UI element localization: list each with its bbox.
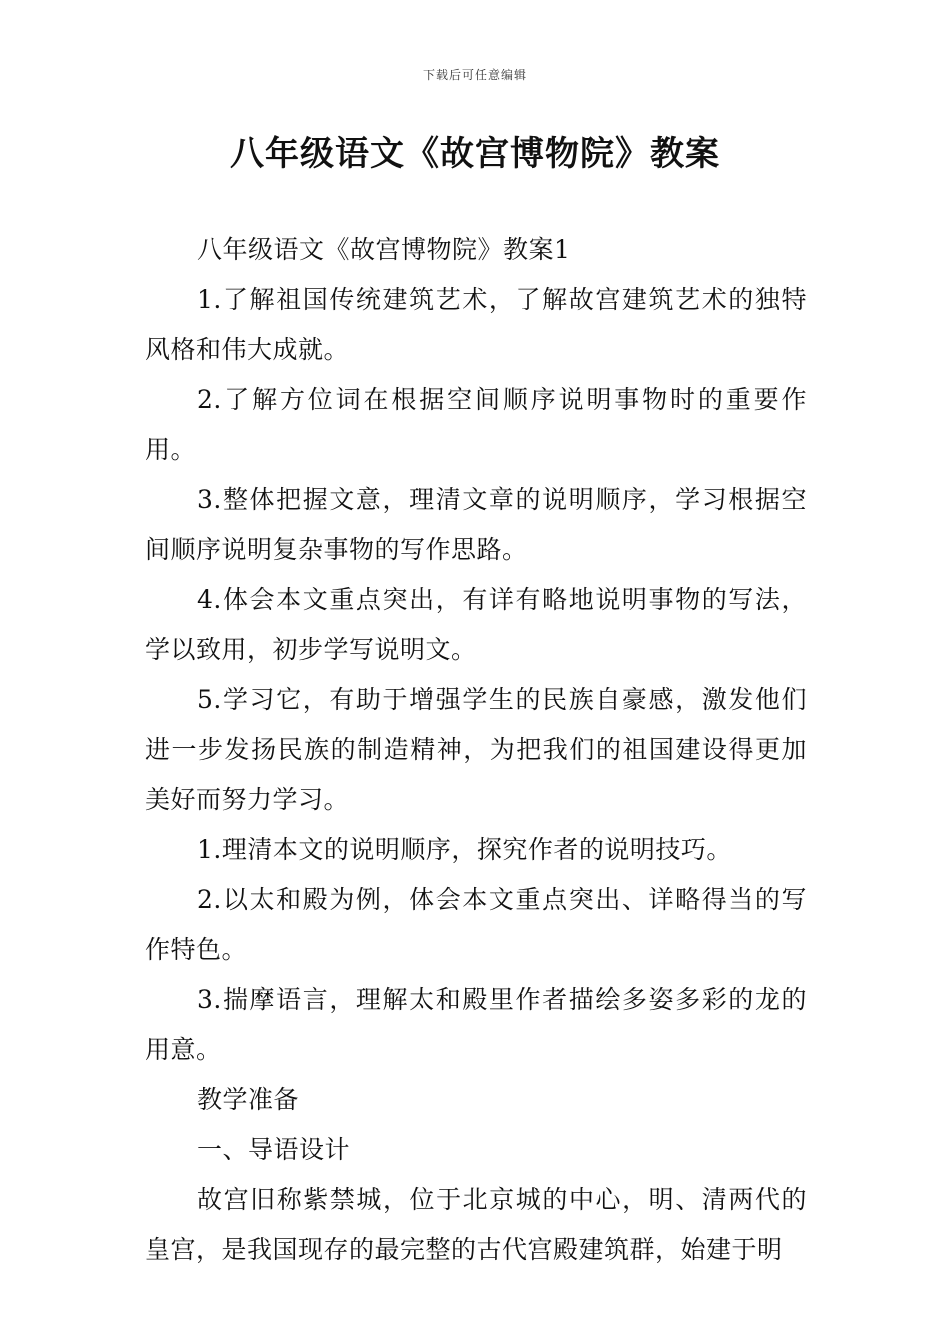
paragraph-intro-design: 一、导语设计 xyxy=(197,1135,351,1164)
paragraph-intro-text: 故宫旧称紫禁城，位于北京城的中心，明、清两代的皇宫，是我国现存的最完整的古代宫殿建筑群，始建于明 xyxy=(145,1185,807,1264)
document-body xyxy=(145,225,807,1275)
paragraph-keypoint-1: 1.理清本文的说明顺序，探究作者的说明技巧。 xyxy=(197,835,732,864)
header-note: 下载后可任意编辑 xyxy=(422,68,527,82)
document-title: 八年级语文《故宫博物院》教案 xyxy=(230,134,720,174)
paragraph-objective-2: 2.了解方位词在根据空间顺序说明事物时的重要作用。 xyxy=(145,385,807,464)
paragraph-objective-4: 4.体会本文重点突出，有详有略地说明事物的写法，学以致用，初步学写说明文。 xyxy=(145,585,807,664)
paragraph-objective-1: 1.了解祖国传统建筑艺术，了解故宫建筑艺术的独特风格和伟大成就。 xyxy=(145,285,807,364)
paragraph-objective-3: 3.整体把握文意，理清文章的说明顺序，学习根据空间顺序说明复杂事物的写作思路。 xyxy=(145,485,807,564)
paragraph-keypoint-3: 3.揣摩语言，理解太和殿里作者描绘多姿多彩的龙的用意。 xyxy=(145,985,807,1064)
paragraph-section-heading: 八年级语文《故宫博物院》教案1 xyxy=(197,235,571,264)
paragraph-teaching-prep: 教学准备 xyxy=(197,1085,300,1114)
paragraph-keypoint-2: 2.以太和殿为例，体会本文重点突出、详略得当的写作特色。 xyxy=(145,885,807,964)
paragraph-objective-5: 5.学习它，有助于增强学生的民族自豪感，激发他们进一步发扬民族的制造精神，为把我们的祖国建设得更加美好而努力学习。 xyxy=(145,685,807,814)
